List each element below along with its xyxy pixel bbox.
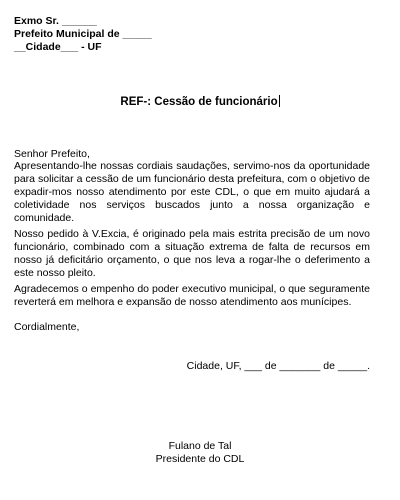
recipient-line-3: __Cidade___ - UF	[14, 41, 102, 53]
paragraph-1: Apresentando-lhe nossas cordiais saudações, servimo-nos da oportunidade para solicitar a cessão de um funcionário desta prefeitura, com o objetivo de expadir-mos nosso atendimento por este CDL, o que em muito ajudará a coletividade nos serviços buscados junto a nossa organização e comunidade.	[14, 160, 370, 224]
signer-title: Presidente do CDL	[155, 453, 245, 465]
reference-line	[0, 95, 400, 109]
paragraph-2: Nosso pedido à V.Excia, é originado pela mais estrita precisão de um novo funcionário, combinado com a situação extrema de falta de recursos em nosso já deficitário orçamento, o que nos leva a rogar-lhe o deferimento a este nosso pleito.	[14, 228, 370, 279]
signature-block	[0, 440, 400, 466]
recipient-line-2: Prefeito Municipal de _____	[14, 28, 152, 40]
signer-name: Fulano de Tal	[168, 440, 232, 452]
reference-text[interactable]: REF-: Cessão de funcionário	[120, 96, 278, 108]
date-line: Cidade, UF, ___ de _______ de _____.	[186, 360, 370, 372]
recipient-address	[14, 15, 152, 54]
recipient-line-1: Exmo Sr. ______	[14, 15, 97, 27]
text-cursor	[279, 95, 280, 107]
closing: Cordialmente,	[14, 321, 80, 333]
salutation: Senhor Prefeito,	[14, 148, 90, 160]
paragraph-3: Agradecemos o empenho do poder executivo municipal, o que seguramente reverterá em melhora e expansão de nosso atendimento aos munícipes.	[14, 283, 370, 308]
